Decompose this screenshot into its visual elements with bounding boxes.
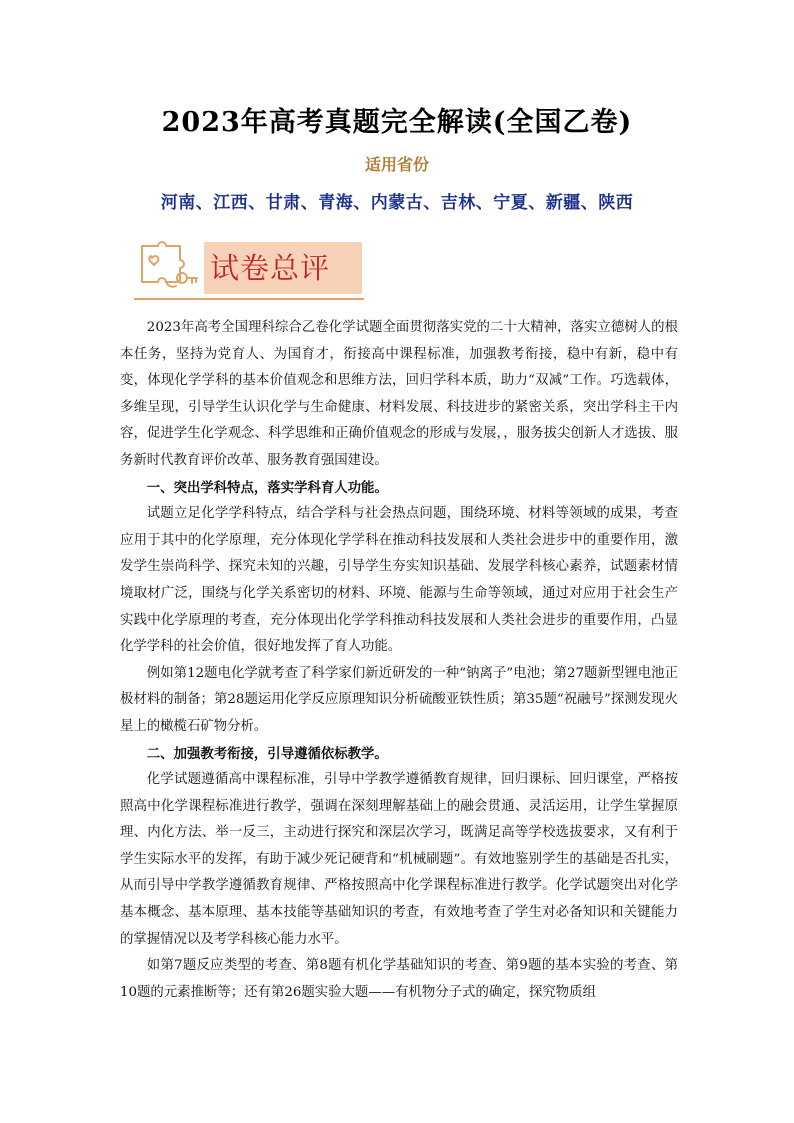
banner-underline <box>134 298 364 300</box>
section-heading-2: 二、加强教考衔接，引导遵循依标教学。 <box>146 745 388 762</box>
section-heading-1: 一、突出学科特点，落实学科育人功能。 <box>146 479 388 496</box>
applicable-provinces-heading: 适用省份 <box>364 155 429 174</box>
paragraph-section-2-examples: 如第7题反应类型的考查、第8题有机化学基础知识的考查、第9题的基本实验的考查、第10题的元素推断等；还有第26题实验大题——有机物分子式的确定，探究物质组 <box>120 958 678 1000</box>
paragraph-section-1: 试题立足化学学科特点，结合学科与社会热点问题，围绕环境、材料等领域的成果，考查应用于其中的化学原理，充分体现化学学科在推动科技发展和人类社会进步中的重要作用，激发学生崇尚科学、探究未知的兴趣，引导学生夯实知识基础、发展学科核心素养，试题素材情境取材广泛，围绕与化学关系密切的材料、环境、能源与生命等领域，通过对应用于社会生产实践中化学原理的考查，充分体现出化学学科推动科技发展和人类社会进步的重要作用，凸显化学学科的社会价值，很好地发挥了育人功能。 <box>120 506 678 655</box>
paragraph-section-2: 化学试题遵循高中课程标准，引导中学教学遵循教育规律，回归课标、回归课堂，严格按照高中化学课程标准进行教学，强调在深刻理解基础上的融会贯通、灵活运用，让学生掌握原理、内化方法、举一反三，主动进行探究和深层次学习，既满足高等学校选拔要求，又有利于学生实际水平的发挥，有助于减少死记硬背和“机械刷题”。有效地鉴别学生的基础是否扎实，从而引导中学教学遵循教育规律、严格按照高中化学课程标准进行教学。化学试题突出对化学基本概念、基本原理、基本技能等基础知识的考查，有效地考查了学生对必备知识和关键能力的掌握情况以及考学科核心能力水平。 <box>120 772 678 947</box>
page-title: 2023年高考真题完全解读(全国乙卷) <box>161 107 633 138</box>
paragraph-intro: 2023年高考全国理科综合乙卷化学试题全面贯彻落实党的二十大精神，落实立德树人的根本任务，坚持为党育人、为国育才，衔接高中课程标准，加强教考衔接，稳中有新，稳中有变，体现化学学科的基本价值观念和思维方法，回归学科本质，助力“双减”工作。巧选载体，多维呈现，引导学生认识化学与生命健康、材料发展、科技进步的紧密关系，突出学科主干内容，促进学生化学观念、科学思维和正确价值观念的形成与发展，，服务拔尖创新人才选拔、服务新时代教育评价改革、服务教育强国建设。 <box>120 320 678 468</box>
banner-label: 试卷总评 <box>210 251 331 285</box>
provinces-list: 河南、江西、甘肃、青海、内蒙古、吉林、宁夏、新疆、陕西 <box>160 193 634 213</box>
article-body <box>120 315 678 1006</box>
puzzle-key-icon <box>136 238 202 296</box>
section-banner <box>134 238 364 300</box>
paragraph-section-1-examples: 例如第12题电化学就考查了科学家们新近研发的一种“钠离子”电池；第27题新型锂电池正极材料的制备；第28题运用化学反应原理知识分析硫酸亚铁性质；第35题“祝融号”探测发现火星上的橄榄石矿物分析。 <box>120 665 678 734</box>
